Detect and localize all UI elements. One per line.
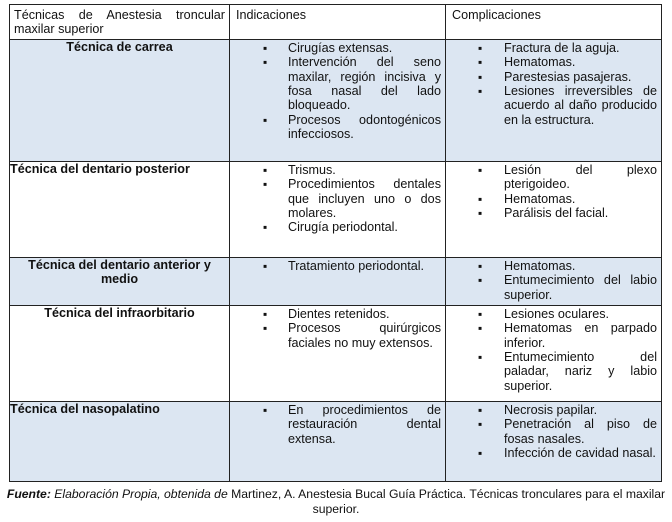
complication-item: ▪ Hematomas. (446, 259, 657, 273)
complication-item: ▪ Lesiones irreversibles de acuerdo al daño producido en la estructura. (446, 84, 657, 127)
indications-cell (230, 161, 446, 257)
indication-item: ▪ Procesos odontogénicos infecciosos. (230, 113, 441, 142)
caption-source-label: Fuente: (6, 487, 51, 501)
table-row (10, 257, 662, 305)
complication-item: ▪ Parestesias pasajeras. (446, 70, 657, 84)
header-complications: Complicaciones (446, 5, 662, 40)
complication-item: ▪ Parálisis del facial. (446, 206, 657, 220)
complications-cell (446, 401, 662, 481)
complication-item: ▪ Hematomas. (446, 55, 657, 69)
table-header-row (10, 5, 662, 40)
indications-cell (230, 305, 446, 401)
complication-item: ▪ Hematomas en parpado inferior. (446, 321, 657, 350)
complications-cell (446, 161, 662, 257)
complication-item: ▪ Entumecimiento del labio superior. (446, 273, 657, 302)
indications-cell (230, 39, 446, 161)
complications-cell (446, 305, 662, 401)
indication-item: ▪ Tratamiento periodontal. (230, 259, 441, 273)
complication-item: ▪ Penetración al piso de fosas nasales. (446, 417, 657, 446)
indication-item: ▪ Intervención del seno maxilar, región incisiva y fosa nasal del lado bloqueado. (230, 55, 441, 113)
technique-name: Técnica de carrea (10, 39, 230, 161)
table-row (10, 401, 662, 481)
caption-italic-text: Elaboración Propia, obtenida de (50, 487, 228, 501)
table-row (10, 39, 662, 161)
header-indications: Indicaciones (230, 5, 446, 40)
indication-item: ▪ Cirugía periodontal. (230, 220, 441, 234)
caption-reference: Martinez, A. Anestesia Bucal Guía Práctica. Técnicas tronculares para el maxilar superior. (227, 487, 666, 516)
indication-item: ▪ Trismus. (230, 163, 441, 177)
indications-cell (230, 401, 446, 481)
indications-cell (230, 257, 446, 305)
complication-item: ▪ Lesiones oculares. (446, 307, 657, 321)
indication-item: ▪ En procedimientos de restauración dental extensa. (230, 403, 441, 446)
technique-name: Técnica del nasopalatino (10, 401, 230, 481)
complications-cell (446, 257, 662, 305)
technique-name: Técnica del infraorbitario (10, 305, 230, 401)
complication-item: ▪ Hematomas. (446, 192, 657, 206)
indication-item: ▪ Cirugías extensas. (230, 41, 441, 55)
complication-item: ▪ Lesión del plexo pterigoideo. (446, 163, 657, 192)
indication-item: ▪ Procesos quirúrgicos faciales no muy extensos. (230, 321, 441, 350)
complication-item: ▪ Infección de cavidad nasal. (446, 446, 657, 460)
table-row (10, 161, 662, 257)
table-row (10, 305, 662, 401)
technique-name: Técnica del dentario anterior y medio (10, 257, 230, 305)
indication-item: ▪ Dientes retenidos. (230, 307, 441, 321)
complications-cell (446, 39, 662, 161)
complication-item: ▪ Entumecimiento del paladar, nariz y labio superior. (446, 350, 657, 393)
anesthesia-techniques-table (9, 4, 662, 482)
header-techniques: Técnicas de Anestesia troncular maxilar superior (10, 5, 230, 40)
table-caption (0, 487, 672, 517)
complication-item: ▪ Fractura de la aguja. (446, 41, 657, 55)
complication-item: ▪ Necrosis papilar. (446, 403, 657, 417)
technique-name: Técnica del dentario posterior (10, 161, 230, 257)
indication-item: ▪ Procedimientos dentales que incluyen uno o dos molares. (230, 177, 441, 220)
